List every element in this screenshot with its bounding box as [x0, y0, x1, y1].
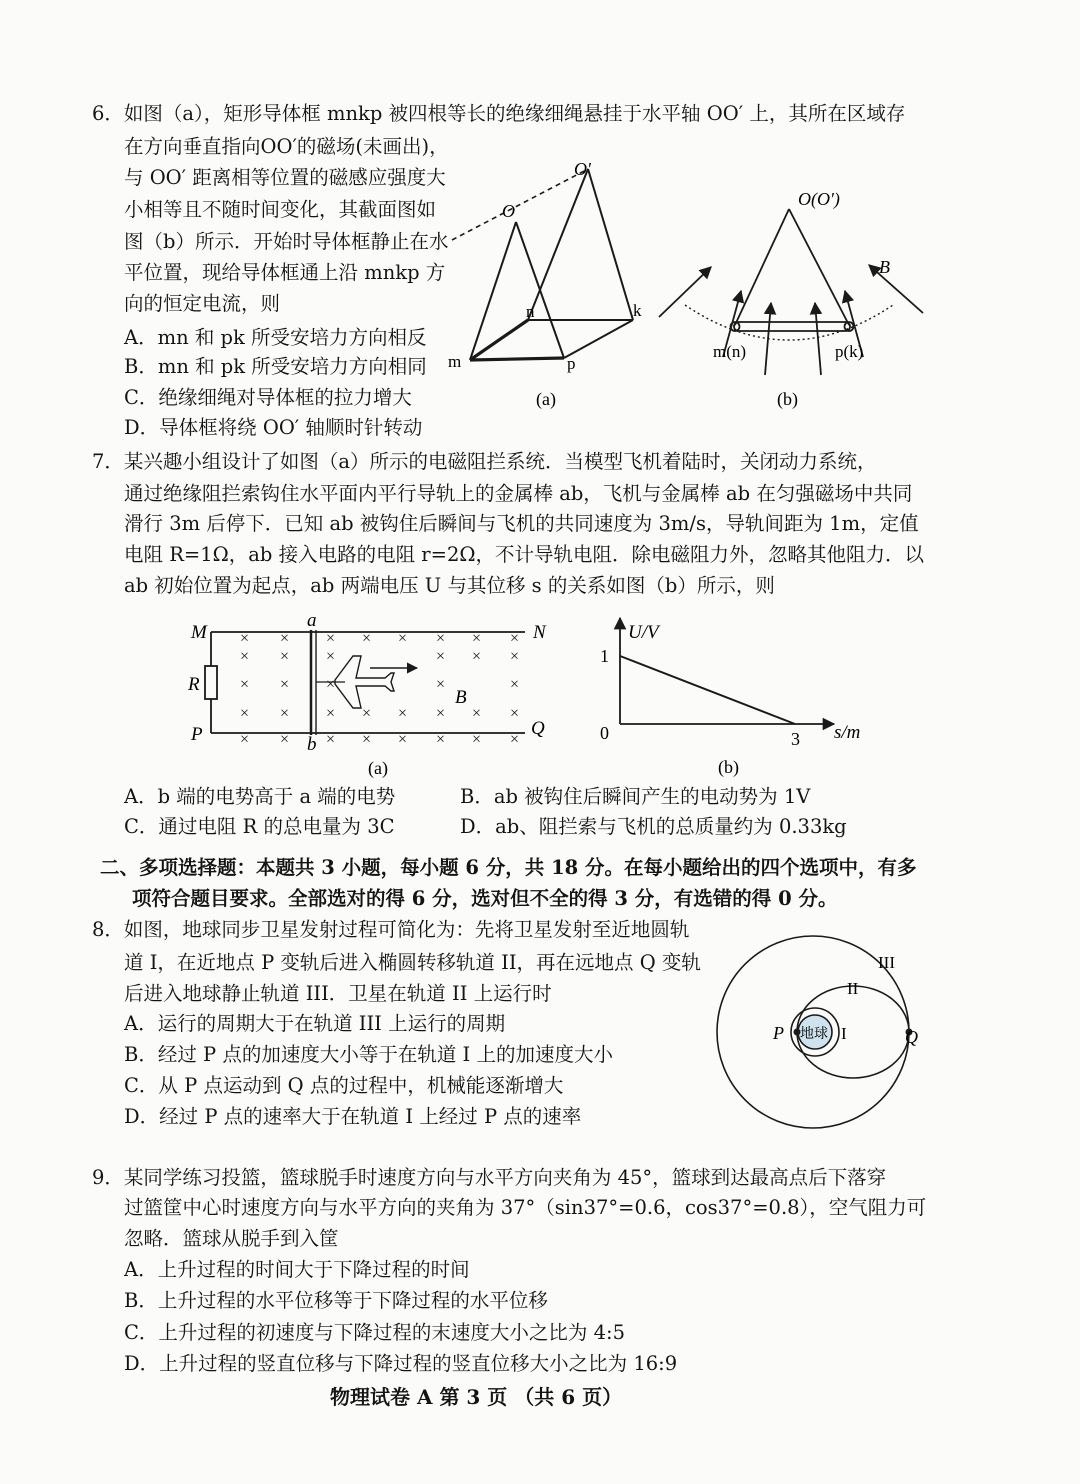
- q6a-label-k: k: [633, 301, 642, 320]
- q8-line-1: 8．如图，地球同步卫星发射过程可简化为：先将卫星发射至近地圆轨: [92, 918, 690, 941]
- field-cross-mark: ×: [240, 731, 250, 748]
- q7-line-3: 滑行 3m 后停下．已知 ab 被钩住后瞬间与飞机的共同速度为 3m/s，导轨间距为 1m，定值: [124, 512, 919, 535]
- q9-line-3: 忽略．篮球从脱手到入筐: [124, 1227, 339, 1250]
- field-cross-mark: ×: [472, 731, 482, 748]
- q7-figure-b: [590, 612, 880, 782]
- field-cross-mark: ×: [326, 705, 336, 722]
- q7b-origin: 0: [600, 723, 609, 743]
- field-cross-mark: ×: [326, 676, 336, 693]
- q6a-label-O: O: [502, 201, 515, 221]
- q9-option-a: A．上升过程的时间大于下降过程的时间: [124, 1258, 470, 1281]
- q6a-label-m: m: [448, 352, 462, 371]
- field-cross-mark: ×: [436, 705, 446, 722]
- q6a-label-n: n: [526, 302, 535, 321]
- q7b-caption: (b): [718, 757, 739, 777]
- q6a-label-p: p: [567, 354, 576, 373]
- q7a-caption: (a): [368, 758, 388, 778]
- field-cross-mark: ×: [510, 676, 520, 693]
- field-cross-mark: ×: [398, 630, 408, 647]
- field-cross-mark: ×: [472, 705, 482, 722]
- q7-figure-a: [185, 610, 560, 782]
- q8-line-2: 道 I，在近地点 P 变轨后进入椭圆转移轨道 II，再在远地点 Q 变轨: [124, 951, 701, 974]
- field-cross-mark: ×: [436, 731, 446, 748]
- q7-line-4: 电阻 R=1Ω，ab 接入电路的电阻 r=2Ω，不计导轨电阻．除电磁阻力外，忽略其他阻力．以: [124, 543, 925, 566]
- section-2-header-line-1: 二、多项选择题：本题共 3 小题，每小题 6 分，共 18 分。在每小题给出的四个选项中，有多: [100, 856, 917, 879]
- q6-figure-a: [440, 155, 660, 420]
- q6-line-7: 向的恒定电流，则: [124, 292, 281, 315]
- field-cross-mark: ×: [472, 648, 482, 665]
- q8-option-d: D．经过 P 点的速率大于在轨道 I 上经过 P 点的速率: [124, 1105, 582, 1128]
- q6b-label-top: O(O′): [798, 189, 840, 209]
- orbit-II-label: II: [847, 979, 859, 998]
- q6-option-a: A．mn 和 pk 所受安培力方向相反: [124, 326, 427, 349]
- field-cross-mark: ×: [280, 648, 290, 665]
- field-cross-mark: ×: [510, 705, 520, 722]
- q7b-tick-x3: 3: [791, 729, 800, 749]
- q8-option-a: A．运行的周期大于在轨道 III 上运行的周期: [124, 1012, 506, 1035]
- section-2-header-line-2: 项符合题目要求。全部选对的得 6 分，选对但不全的得 3 分，有选错的得 0 分。: [132, 887, 838, 910]
- field-cross-mark: ×: [280, 705, 290, 722]
- q7a-label-B: B: [455, 687, 467, 708]
- field-cross-mark: ×: [436, 630, 446, 647]
- q6b-caption: (b): [777, 389, 798, 409]
- q7-line-1: 7．某兴趣小组设计了如图（a）所示的电磁阻拦系统．当模型飞机着陆时，关闭动力系统，: [92, 450, 877, 473]
- q9-option-d: D．上升过程的竖直位移与下降过程的竖直位移大小之比为 16:9: [124, 1352, 678, 1375]
- q6b-label-right: p(k): [835, 342, 864, 361]
- q9-line-2: 过篮筐中心时速度方向与水平方向的夹角为 37°（sin37°=0.6，cos37°=0.8），空气阻力可: [124, 1196, 927, 1219]
- q6-line-2: 在方向垂直指向OO′的磁场(未画出)，: [124, 135, 449, 158]
- field-cross-mark: ×: [240, 676, 250, 693]
- field-cross-mark: ×: [436, 676, 446, 693]
- field-cross-mark: ×: [280, 630, 290, 647]
- q7a-label-Q: Q: [531, 718, 545, 739]
- field-cross-mark: ×: [326, 630, 336, 647]
- q7a-label-P: P: [191, 724, 203, 745]
- field-cross-mark: ×: [240, 705, 250, 722]
- field-cross-mark: ×: [436, 648, 446, 665]
- q7a-label-a: a: [307, 610, 317, 631]
- field-cross-mark: ×: [362, 731, 372, 748]
- field-cross-mark: ×: [510, 648, 520, 665]
- q9-option-c: C．上升过程的初速度与下降过程的末速度大小之比为 4:5: [124, 1321, 626, 1344]
- q6-line-3: 与 OO′ 距离相等位置的磁感应强度大: [124, 166, 446, 189]
- q7a-label-M: M: [191, 622, 207, 643]
- field-cross-mark: ×: [362, 630, 372, 647]
- q7-option-a: A．b 端的电势高于 a 端的电势: [124, 785, 396, 808]
- q6a-label-Oprime: O′: [574, 159, 591, 179]
- orbit-III-label: III: [878, 953, 895, 972]
- field-cross-mark: ×: [326, 731, 336, 748]
- earth-label: 地球: [800, 1027, 828, 1042]
- q7-option-d: D．ab、阻拦索与飞机的总质量约为 0.33kg: [460, 815, 847, 838]
- field-cross-mark: ×: [398, 705, 408, 722]
- field-cross-mark: ×: [326, 648, 336, 665]
- q6-line-5: 图（b）所示．开始时导体框静止在水: [124, 230, 449, 253]
- q6-option-d: D．导体框将绕 OO′ 轴顺时针转动: [124, 416, 423, 439]
- q7-option-b: B．ab 被钩住后瞬间产生的电动势为 1V: [460, 785, 811, 808]
- q8-option-c: C．从 P 点运动到 Q 点的过程中，机械能逐渐增大: [124, 1074, 564, 1097]
- q7a-label-R: R: [188, 674, 200, 695]
- q6-line-4: 小相等且不随时间变化，其截面图如: [124, 198, 437, 221]
- q8-line-3: 后进入地球静止轨道 III．卫星在轨道 II 上运行时: [124, 982, 552, 1005]
- q7a-label-b: b: [307, 734, 317, 755]
- q7-line-5: ab 初始位置为起点，ab 两端电压 U 与其位移 s 的关系如图（b）所示，则: [124, 574, 775, 597]
- q6-line-1: 6．如图（a），矩形导体框 mnkp 被四根等长的绝缘细绳悬挂于水平轴 OO′ 上，其所在区域存: [92, 102, 906, 125]
- point-P-label: P: [773, 1023, 784, 1043]
- q7b-xlabel: s/m: [834, 722, 861, 743]
- field-cross-mark: ×: [240, 648, 250, 665]
- field-cross-mark: ×: [240, 630, 250, 647]
- q9-line-1: 9．某同学练习投篮，篮球脱手时速度方向与水平方向夹角为 45°，篮球到达最高点后下落穿: [92, 1166, 887, 1189]
- point-Q-label: Q: [905, 1027, 918, 1047]
- field-cross-mark: ×: [510, 630, 520, 647]
- field-cross-mark: ×: [362, 705, 372, 722]
- q7b-tick-y1: 1: [600, 646, 609, 666]
- q6-figure-b: [655, 185, 935, 420]
- field-cross-mark: ×: [280, 731, 290, 748]
- q6-line-6: 平位置，现给导体框通上沿 mnkp 方: [124, 261, 446, 284]
- page-footer: 物理试卷 A 第 3 页 （共 6 页）: [330, 1385, 623, 1409]
- q6a-caption: (a): [536, 389, 556, 409]
- field-cross-mark: ×: [398, 731, 408, 748]
- q7a-label-N: N: [533, 622, 546, 643]
- q8-option-b: B．经过 P 点的加速度大小等于在轨道 I 上的加速度大小: [124, 1043, 613, 1066]
- q7b-ylabel: U/V: [628, 622, 659, 643]
- q8-orbit-figure: [710, 930, 940, 1135]
- field-cross-mark: ×: [280, 676, 290, 693]
- q7-option-c: C．通过电阻 R 的总电量为 3C: [124, 815, 395, 838]
- q6b-label-B: B: [879, 257, 890, 277]
- orbit-I-label: I: [841, 1024, 847, 1043]
- q6-option-c: C．绝缘细绳对导体框的拉力增大: [124, 386, 412, 409]
- field-cross-mark: ×: [510, 731, 520, 748]
- q9-option-b: B．上升过程的水平位移等于下降过程的水平位移: [124, 1289, 548, 1312]
- q6-option-b: B．mn 和 pk 所受安培力方向相同: [124, 355, 427, 378]
- q6b-label-left: m(n): [713, 342, 747, 361]
- field-cross-mark: ×: [472, 630, 482, 647]
- q7-line-2: 通过绝缘阻拦索钩住水平面内平行导轨上的金属棒 ab，飞机与金属棒 ab 在匀强磁场中共同: [124, 482, 913, 505]
